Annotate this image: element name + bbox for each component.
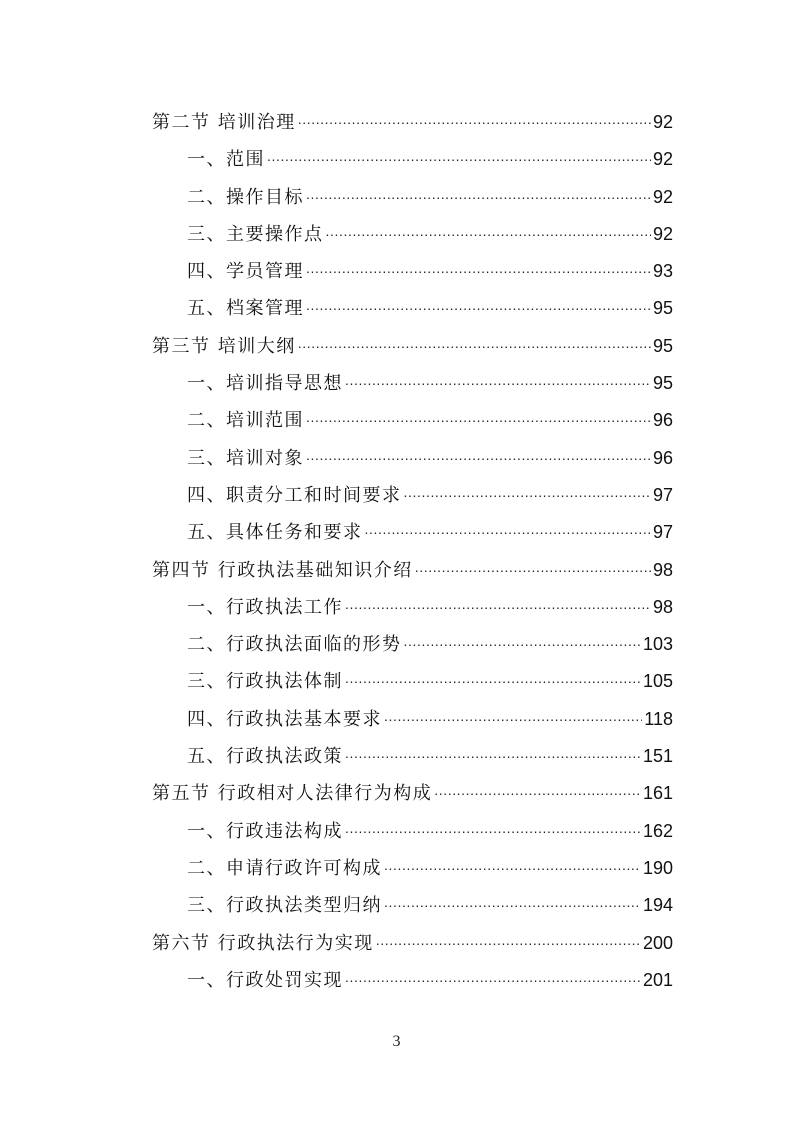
toc-entry-page: 190 [642,857,673,878]
toc-leader-dots [345,815,641,837]
toc-entry[interactable] [0,361,793,398]
toc-leader-dots [384,852,641,874]
toc-entry-label: 四、职责分工和时间要求 [187,484,402,506]
toc-entry[interactable] [0,473,793,510]
toc-entry-page: 93 [652,261,673,282]
toc-entry-label: 一、行政执法工作 [187,596,343,618]
toc-entry-page: 97 [652,522,673,543]
toc-entry-label: 第五节 行政相对人法律行为构成 [152,783,433,805]
toc-entry-label: 一、行政违法构成 [187,820,343,842]
toc-entry[interactable] [0,510,793,547]
toc-entry[interactable] [0,809,793,846]
toc-entry-label: 三、主要操作点 [187,223,324,245]
toc-entry-label: 四、行政执法基本要求 [187,708,382,730]
toc-entry[interactable] [0,883,793,920]
toc-leader-dots [404,479,651,501]
toc-entry-label: 三、培训对象 [187,447,304,469]
toc-leader-dots [434,777,641,799]
toc-entry-label: 一、行政处罚实现 [187,969,343,991]
toc-leader-dots [376,927,641,949]
toc-entry-page: 105 [642,671,673,692]
toc-entry-page: 161 [642,783,673,804]
toc-entry-label: 第二节 培训治理 [152,112,296,133]
toc-entry-label: 二、培训范围 [187,410,304,432]
toc-entry[interactable] [0,548,793,585]
toc-entry[interactable] [0,137,793,174]
toc-entry-page: 95 [652,373,673,394]
toc-entry-label: 第三节 培训大纲 [152,335,296,357]
toc-entry[interactable] [0,659,793,696]
toc-entry[interactable] [0,622,793,659]
toc-entry-label: 五、具体任务和要求 [187,522,363,544]
toc-entry[interactable] [0,175,793,212]
toc-entry-page: 151 [642,746,673,767]
toc-entry-page: 92 [652,223,673,244]
toc-entry-page: 200 [642,932,673,953]
toc-entry-label: 四、学员管理 [187,261,304,283]
toc-entry[interactable] [0,249,793,286]
toc-entry[interactable] [0,324,793,361]
toc-entry-page: 92 [652,112,673,132]
toc-entry-page: 92 [652,186,673,207]
toc-leader-dots [345,367,651,389]
toc-leader-dots [298,330,651,352]
toc-entry-page: 162 [642,820,673,841]
toc-entry-label: 二、操作目标 [187,186,304,208]
toc-entry-label: 三、行政执法类型归纳 [187,895,382,917]
toc-entry-label: 一、范围 [187,149,265,171]
toc-entry-label: 三、行政执法体制 [187,671,343,693]
toc-leader-dots [298,106,651,128]
toc-leader-dots [345,591,651,613]
toc-leader-dots [345,665,641,687]
toc-entry[interactable] [0,734,793,771]
toc-leader-dots [415,554,651,576]
toc-leader-dots [306,442,651,464]
toc-entry[interactable] [0,921,793,958]
toc-entry-label: 二、申请行政许可构成 [187,857,382,879]
toc-leader-dots [404,628,641,650]
toc-leader-dots [365,516,651,538]
toc-entry-page: 194 [642,895,673,916]
toc-entry-page: 96 [652,410,673,431]
toc-entry[interactable] [0,846,793,883]
toc-entry[interactable] [0,212,793,249]
toc-entry-label: 二、行政执法面临的形势 [187,634,402,656]
toc-leader-dots [384,889,641,911]
toc-entry-page: 95 [652,298,673,319]
toc-entry-label: 一、培训指导思想 [187,373,343,395]
toc-leader-dots [326,218,651,240]
toc-entry-page: 201 [642,969,673,990]
toc-entry-label: 五、行政执法政策 [187,746,343,768]
toc-entry[interactable] [0,100,793,137]
toc-entry-page: 98 [652,596,673,617]
toc-entry[interactable] [0,771,793,808]
toc-entry[interactable] [0,585,793,622]
toc-leader-dots [306,255,651,277]
toc-entry-page: 92 [652,149,673,170]
toc-entry-label: 第四节 行政执法基础知识介绍 [152,559,413,581]
toc-entry[interactable] [0,436,793,473]
toc-entry-page: 97 [652,484,673,505]
toc-leader-dots [267,143,651,165]
table-of-contents [0,100,793,995]
toc-entry-label: 第六节 行政执法行为实现 [152,932,374,954]
toc-entry[interactable] [0,958,793,995]
toc-leader-dots [306,404,651,426]
toc-leader-dots [345,740,641,762]
toc-entry[interactable] [0,697,793,734]
toc-leader-dots [384,703,642,725]
toc-entry[interactable] [0,398,793,435]
toc-entry-page: 96 [652,447,673,468]
page-number: 3 [392,1033,401,1050]
toc-leader-dots [306,181,651,203]
toc-entry[interactable] [0,286,793,323]
toc-entry-page: 103 [642,634,673,655]
toc-leader-dots [306,292,651,314]
toc-leader-dots [345,964,641,986]
toc-entry-page: 95 [652,335,673,356]
toc-entry-page: 118 [644,708,673,729]
toc-entry-page: 98 [652,559,673,580]
toc-entry-label: 五、档案管理 [187,298,304,320]
